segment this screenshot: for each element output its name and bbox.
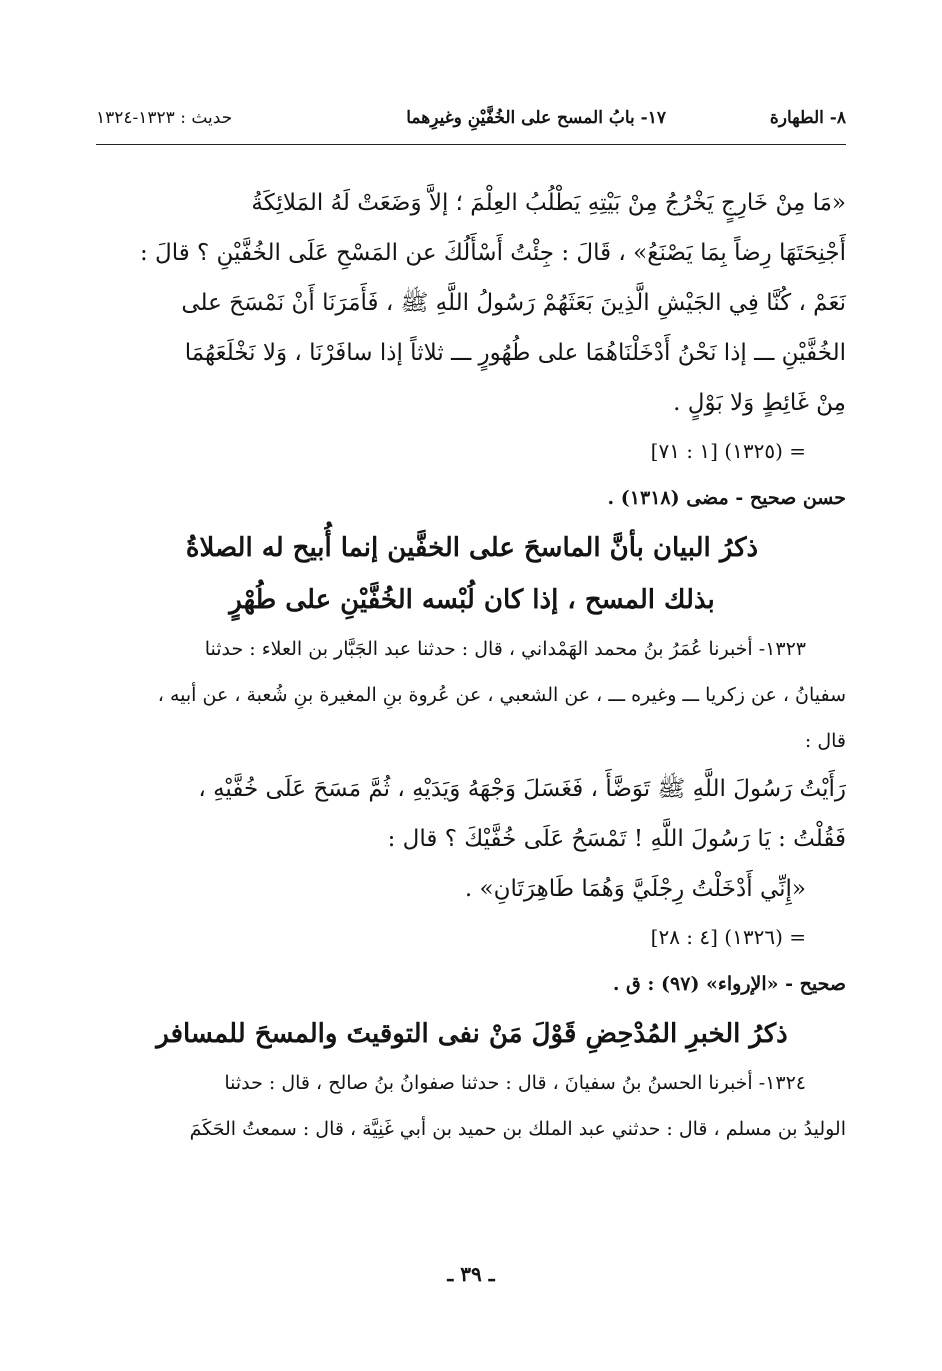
section-title: ١٧- بابُ المسح على الخُفَّيْنِ وغيرِهما (406, 108, 666, 128)
header-rule (96, 144, 846, 145)
text-line: رَأَيْتُ رَسُولَ اللَّهِ ﷺ تَوَضَّأَ ، فَغَسَلَ وَجْهَهُ وَيَدَيْهِ ، ثُمَّ مَسَحَ عَلَى خُفَّيْهِ ، (198, 776, 846, 802)
hadith-text-block-2 (98, 764, 846, 914)
text-line: «مَا مِنْ خَارِجٍ يَخْرُجُ مِنْ بَيْتِهِ يَطْلُبُ العِلْمَ ؛ إلاَّ وَضَعَتْ لَهُ المَلائِكَةُ (251, 190, 846, 216)
takhrij-reference: = (١٣٢٦) [٤ : ٢٨] (650, 925, 806, 949)
hadith-grade: صحيح - «الإرواء» (٩٧) : ق . (612, 973, 846, 995)
hadith-grade: حسن صحيح - مضى (١٣١٨) . (607, 487, 846, 509)
narration-chain-1 (98, 626, 846, 764)
hadith-range: حديث : ١٣٢٣-١٣٢٤ (96, 108, 233, 128)
text-line: أَجْنِحَتَهَا رِضاً بِمَا يَصْنَعُ» ، قَالَ : جِئْتُ أَسْأَلُكَ عن المَسْحِ عَلَى الخُفَّيْنِ ؟ قالَ : (139, 240, 846, 266)
narration-chain-2 (98, 1060, 846, 1152)
chapter-heading: ذكرُ الخبرِ المُدْحِضِ قَوْلَ مَنْ نفى التوقيتَ والمسحَ للمسافر (156, 1019, 788, 1049)
text-line: «إِنِّي أَدْخَلْتُ رِجْلَيَّ وَهُمَا طَاهِرَتَانِ» . (464, 876, 806, 902)
chapter-heading: بذلك المسح ، إذا كان لُبْسه الخُفَّيْنِ على طُهْرٍ (229, 585, 715, 615)
isnad-line: ١٣٢٤- أخبرنا الحسنُ بنُ سفيانَ ، قال : حدثنا صفوانُ بنُ صالح ، قال : حدثنا (224, 1072, 806, 1094)
hadith-text-block-1 (98, 178, 846, 428)
isnad-line: ١٣٢٣- أخبرنا عُمَرُ بنُ محمد الهَمْداني ، قال : حدثنا عبد الجَبَّار بن العلاء : حدثنا (204, 638, 806, 660)
running-header (96, 104, 846, 138)
isnad-line: قال : (804, 730, 846, 752)
page-body (98, 178, 846, 1152)
text-line: الخُفَّيْنِ ـــ إذا نَحْنُ أَدْخَلْنَاهُمَا على طُهُورٍ ـــ ثلاثاً إذا سافَرْنَا ، وَلا نَخْلَعَهُمَا (184, 340, 846, 366)
text-line: مِنْ غَائِطٍ وَلا بَوْلٍ . (673, 390, 846, 416)
text-line: فَقُلْتُ : يَا رَسُولَ اللَّهِ ! تَمْسَحُ عَلَى خُفَّيْكَ ؟ قال : (387, 826, 846, 852)
chapter-heading: ذكرُ البيان بأنَّ الماسحَ على الخفَّين إنما أُبيح له الصلاةُ (185, 533, 759, 563)
takhrij-reference: = (١٣٢٥) [١ : ٧١] (650, 439, 806, 463)
chapter-title: ٨- الطهارة (769, 108, 846, 128)
isnad-line: الوليدُ بن مسلم ، قال : حدثني عبد الملك بن حميد بن أبي غَنِيَّة ، قال : سمعتُ الحَكَمَ (189, 1118, 846, 1140)
isnad-line: سفيانُ ، عن زكريا ـــ وغيره ـــ ، عن الشعبي ، عن عُروة بنِ المغيرة بنِ شُعبة ، عن أبيه ، (157, 684, 846, 706)
page-number: ـ ٣٩ ـ (447, 1262, 495, 1286)
text-line: نَعَمْ ، كُنَّا فِي الجَيْشِ الَّذِينَ بَعَثَهُمْ رَسُولُ اللَّهِ ﷺ ، فَأَمَرَنَا أَنْ نَمْسَحَ على (181, 290, 846, 316)
